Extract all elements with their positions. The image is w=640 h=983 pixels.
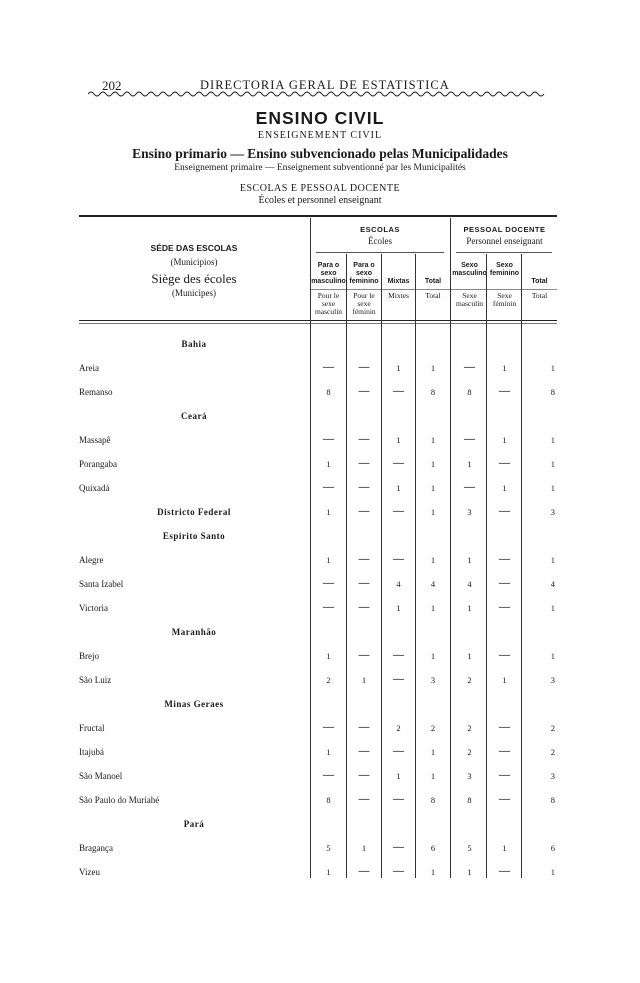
table-cell: 1: [396, 363, 401, 373]
table-cell: 1: [326, 747, 331, 757]
table-cell: 1: [326, 459, 331, 469]
table-cell: —: [499, 457, 510, 469]
stub-subtitle-fr: (Municipes): [172, 288, 216, 298]
table-cell: 1: [430, 483, 436, 493]
table-cell: 8: [326, 795, 331, 805]
section-heading: Ensino primario — Ensino subvencionado pelas Municipalidades: [132, 146, 508, 161]
table-cell: 8: [550, 387, 555, 397]
column-header-6: Total: [531, 278, 548, 285]
table-cell: 5: [326, 843, 331, 853]
table-cell: 1: [430, 771, 436, 781]
table-cell: 1: [326, 867, 331, 877]
table-cell: —: [499, 577, 510, 589]
table-cell: —: [393, 505, 404, 517]
table-cell: 4: [430, 579, 436, 589]
table-cell: 1: [550, 363, 555, 373]
table-cell: 2: [430, 723, 436, 733]
table-cell: —: [393, 457, 404, 469]
state-heading: Districto Federal: [157, 507, 231, 517]
table-cell: —: [499, 769, 510, 781]
stub-title-fr: Siège des écoles: [151, 271, 237, 286]
table-cell: —: [464, 433, 475, 445]
table-cell: 3: [550, 771, 555, 781]
table-cell: 1: [396, 483, 401, 493]
table-cell: 1: [550, 651, 555, 661]
table-cell: —: [358, 433, 370, 445]
table-cell: 3: [550, 675, 555, 685]
table-cell: —: [499, 601, 510, 613]
table-cell: —: [358, 745, 370, 757]
table-cell: 3: [467, 771, 472, 781]
table-cell: —: [499, 721, 510, 733]
table-cell: —: [499, 649, 510, 661]
column-header-fr-0: Pour le sexe masculin: [314, 291, 343, 316]
column-header-fr-6: Total: [531, 291, 548, 300]
state-heading: Bahia: [181, 339, 207, 349]
row-label: Porangaba: [79, 459, 117, 469]
row-label: Itajubá: [79, 747, 104, 757]
table-cell: 1: [467, 459, 472, 469]
table-title-fr: Écoles et personnel enseignant: [258, 195, 382, 206]
running-head: DIRECTORIA GERAL DE ESTATISTICA: [200, 78, 450, 92]
wavy-rule: [88, 90, 558, 98]
table-cell: 1: [361, 843, 367, 853]
table-cell: 1: [502, 435, 507, 445]
column-rule-1: [346, 254, 347, 878]
table-cell: 1: [396, 435, 401, 445]
table-cell: —: [393, 649, 404, 661]
table-cell: 8: [550, 795, 555, 805]
table-cell: 3: [467, 507, 472, 517]
table-cell: —: [358, 481, 370, 493]
table-cell: 4: [550, 579, 555, 589]
row-label: Areia: [79, 363, 99, 373]
table-cell: —: [358, 601, 370, 613]
table-cell: 1: [550, 459, 555, 469]
table-cell: 1: [396, 603, 401, 613]
stub-title: SÉDE DAS ESCOLAS: [150, 243, 238, 253]
table-cell: 1: [550, 483, 555, 493]
row-label: Remanso: [79, 387, 113, 397]
table-cell: —: [358, 793, 370, 805]
table-cell: —: [358, 649, 370, 661]
table-cell: 4: [396, 579, 401, 589]
table-cell: —: [393, 793, 404, 805]
table-cell: —: [499, 865, 510, 877]
table-cell: —: [323, 433, 334, 445]
state-heading: Minas Geraes: [164, 699, 224, 709]
table-cell: —: [323, 481, 334, 493]
table-cell: 2: [396, 723, 401, 733]
table-cell: 1: [326, 555, 331, 565]
table-cell: 1: [326, 651, 331, 661]
table-cell: —: [358, 769, 370, 781]
row-label: Brejo: [79, 651, 99, 661]
table-cell: 3: [430, 675, 436, 685]
column-rule-2: [381, 254, 382, 878]
table-cell: 5: [467, 843, 472, 853]
table-cell: —: [393, 385, 404, 397]
table-cell: 1: [430, 867, 436, 877]
table-cell: 1: [550, 603, 555, 613]
group-escolas-fr: Écoles: [368, 236, 392, 246]
row-label: Quixadá: [79, 483, 110, 493]
column-header-0: Para o sexo masculino: [311, 262, 346, 285]
table-cell: —: [393, 841, 404, 853]
row-label: São Paulo do Muriahé: [79, 795, 160, 805]
column-header-1: Para o sexo feminino: [349, 262, 379, 285]
group-pessoal-fr: Personnel enseignant: [466, 236, 543, 246]
table-cell: 1: [502, 675, 507, 685]
table-cell: 1: [550, 867, 555, 877]
table-cell: —: [499, 793, 510, 805]
page-number: 202: [102, 78, 122, 93]
page-subtitle: ENSEIGNEMENT CIVIL: [257, 130, 383, 141]
table-cell: —: [358, 577, 370, 589]
table-cell: 8: [467, 795, 472, 805]
table-cell: 1: [502, 363, 507, 373]
table-cell: 1: [361, 675, 367, 685]
table-cell: —: [393, 553, 404, 565]
table-cell: 1: [326, 507, 331, 517]
column-header-5: Sexo feminino: [489, 262, 520, 277]
table-cell: 2: [467, 723, 472, 733]
table-top-rule: [79, 215, 557, 217]
column-header-4: Sexo masculino: [452, 262, 487, 277]
table-cell: 6: [550, 843, 555, 853]
section-heading-fr: Enseignement primaire — Enseignement subventionné par les Municipalités: [174, 163, 466, 173]
row-label: Victoria: [79, 603, 108, 613]
row-label: São Manoel: [79, 771, 123, 781]
table-cell: 6: [430, 843, 436, 853]
table-cell: 1: [430, 747, 436, 757]
table-cell: —: [323, 601, 334, 613]
table-cell: 1: [430, 555, 436, 565]
column-header-fr-4: Sexe masculin: [455, 291, 484, 308]
table-cell: 4: [467, 579, 472, 589]
table-cell: —: [499, 505, 510, 517]
column-header-3: Total: [424, 278, 442, 285]
table-cell: 2: [326, 675, 331, 685]
table-cell: —: [358, 361, 370, 373]
column-rule-6: [521, 254, 522, 878]
state-heading: Pará: [183, 819, 205, 829]
group-escolas: ESCOLAS: [360, 225, 400, 234]
column-header-fr-2: Mixtes: [388, 291, 409, 300]
column-rule-4: [450, 218, 451, 878]
table-cell: —: [358, 385, 370, 397]
table-cell: —: [323, 721, 334, 733]
column-header-fr-1: Pour le sexe féminin: [352, 291, 376, 316]
table-cell: —: [323, 577, 334, 589]
row-label: Santa Izabel: [79, 579, 124, 589]
table-title: ESCOLAS E PESSOAL DOCENTE: [239, 183, 401, 194]
table-cell: 1: [396, 771, 401, 781]
table-cell: —: [499, 553, 510, 565]
table-cell: —: [393, 745, 404, 757]
table-cell: 1: [430, 651, 436, 661]
table-cell: 1: [430, 435, 436, 445]
row-label: Alegre: [79, 555, 104, 565]
table-cell: 1: [467, 867, 472, 877]
table-cell: 1: [430, 363, 436, 373]
table-cell: 8: [467, 387, 472, 397]
row-label: São Luiz: [79, 675, 112, 685]
row-label: Fructal: [79, 723, 105, 733]
group-escolas-rule: [316, 252, 444, 253]
table-cell: —: [358, 505, 370, 517]
state-heading: Ceará: [181, 411, 207, 421]
table-cell: 1: [467, 651, 472, 661]
table-cell: —: [464, 361, 475, 373]
stub-subtitle: (Municipios): [170, 257, 218, 267]
table-cell: 8: [430, 795, 436, 805]
column-header-2: Mixtas: [387, 278, 410, 285]
page-title: ENSINO CIVIL: [255, 108, 385, 128]
table-cell: 1: [467, 603, 472, 613]
row-label: Massapê: [79, 435, 111, 445]
group-pessoal: PESSOAL DOCENTE: [463, 225, 546, 234]
state-heading: Maranhão: [171, 627, 217, 637]
table-cell: —: [323, 361, 334, 373]
table-cell: 8: [430, 387, 436, 397]
row-label: Bragança: [79, 843, 113, 853]
table-cell: 1: [502, 843, 507, 853]
table-cell: —: [358, 553, 370, 565]
group-pessoal-rule: [456, 252, 552, 253]
table-cell: 1: [502, 483, 507, 493]
table-cell: —: [358, 865, 370, 877]
table-cell: 2: [467, 747, 472, 757]
table-cell: —: [358, 457, 370, 469]
table-cell: —: [499, 745, 510, 757]
column-rule-3: [415, 254, 416, 878]
state-heading: Espirito Santo: [162, 531, 226, 541]
column-rule-5: [486, 254, 487, 878]
table-cell: 2: [550, 723, 555, 733]
row-label: Vizeu: [79, 867, 100, 877]
table-cell: 8: [326, 387, 331, 397]
column-header-fr-3: Total: [425, 291, 441, 300]
table-cell: 1: [430, 603, 436, 613]
table-cell: 3: [550, 507, 555, 517]
table-cell: 1: [467, 555, 472, 565]
table-cell: 1: [550, 435, 555, 445]
table-cell: 1: [430, 507, 436, 517]
table-cell: —: [393, 865, 404, 877]
table-cell: —: [464, 481, 475, 493]
table-cell: 2: [550, 747, 555, 757]
table-cell: —: [393, 673, 404, 685]
table-cell: —: [358, 721, 370, 733]
table-cell: 2: [467, 675, 472, 685]
table-cell: —: [323, 769, 334, 781]
table-cell: 1: [430, 459, 436, 469]
table-cell: 1: [550, 555, 555, 565]
column-header-fr-5: Sexe féminin: [492, 291, 517, 308]
table-cell: —: [499, 385, 510, 397]
